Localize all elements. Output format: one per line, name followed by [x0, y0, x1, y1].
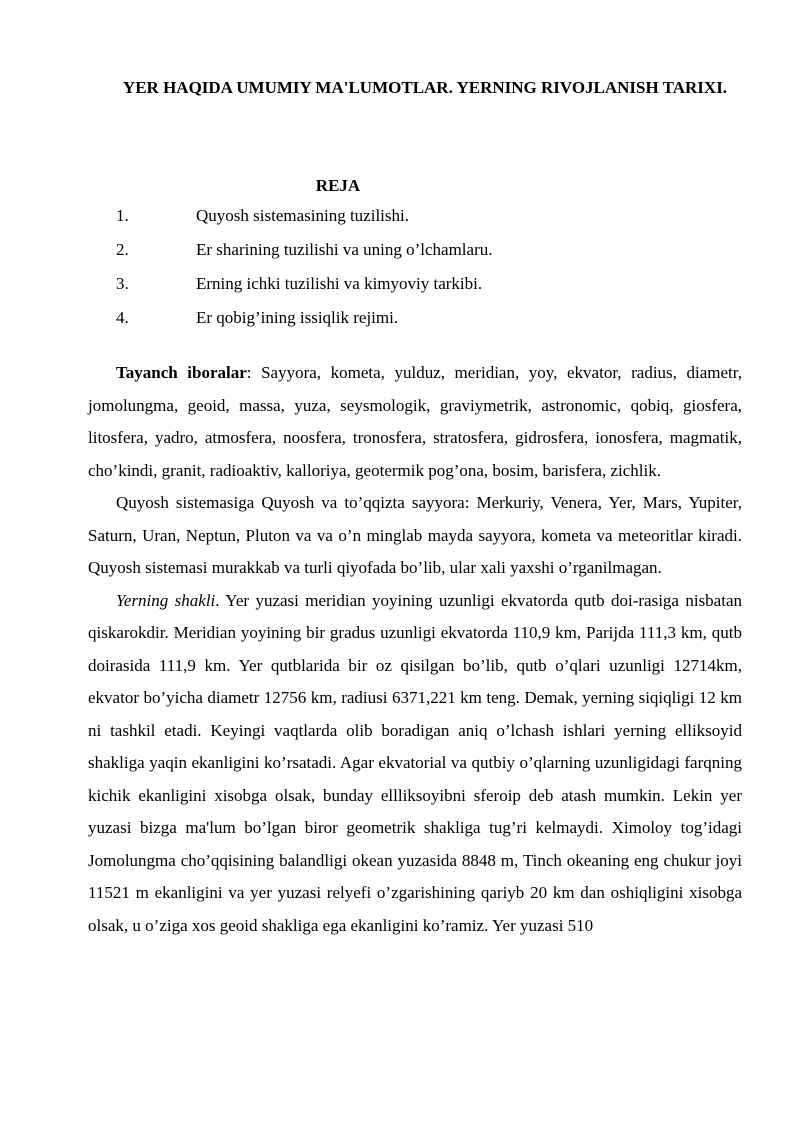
keywords-paragraph	[88, 357, 742, 487]
document-body	[88, 357, 742, 942]
plan-item	[116, 202, 493, 236]
plan-item-number: 1.	[116, 206, 129, 225]
plan-item	[116, 304, 493, 338]
plan-heading: REJA	[315, 176, 361, 195]
plan-item-text: Er qobig’ining issiqlik rejimi.	[196, 308, 399, 327]
plan-list	[116, 202, 493, 338]
solar-system-paragraph: Quyosh sistemasiga Quyosh va to’qqizta sayyora: Merkuriy, Venera, Yer, Mars, Yupiter, Saturn, Uran, Neptun, Pluton va va o’n minglab mayda sayyora, kometa va meteoritlar kiradi. Quyosh sistemasi murakkab va turli qiyofada bo’lib, ular xali yaxshi o’rganilmagan.	[88, 493, 742, 577]
keywords-separator: :	[246, 363, 262, 382]
plan-item-number: 2.	[116, 240, 129, 259]
earth-shape-paragraph	[88, 585, 742, 943]
plan-item	[116, 236, 493, 270]
keywords-label: Tayanch iboralar	[116, 363, 247, 382]
document-title: YER HAQIDA UMUMIY MA'LUMOTLAR. YERNING RIVOJLANISH TARIXI.	[122, 78, 728, 97]
keywords-text: Sayyora, kometa, yulduz, meridian, yoy, ekvator, radius, diametr, jomolungma, geoid, massa, yuza, seysmologik, graviymetrik, astronomic, qobiq, giosfera, litosfera, yadro, atmosfera, noosfera, tronosfera, stratosfera, gidrosfera, ionosfera, magmatik, cho’kindi, granit, radioaktiv, kalloriya, geotermik pog’ona, bosim, barisfera, zichlik.	[88, 363, 742, 480]
plan-item-number: 3.	[116, 274, 129, 293]
plan-item	[116, 270, 493, 304]
plan-item-text: Er sharining tuzilishi va uning o’lchamlaru.	[196, 240, 493, 259]
plan-item-number: 4.	[116, 308, 129, 327]
plan-item-text: Quyosh sistemasining tuzilishi.	[196, 206, 409, 225]
earth-shape-lead: Yerning shakli	[116, 590, 216, 610]
earth-shape-text: . Yer yuzasi meridian yoyining uzunligi ekvatorda qutb doi-rasiga nisbatan qiskarokdir. Meridian yoyining bir gradus uzunligi ekvatorda 110,9 km, Parijda 111,3 km, qutb doirasida 111,9 km. Yer qutblarida bir oz qisilgan bo’lib, qutb o’qlari uzunligi 12714km, ekvator bo’yicha diametr 12756 km, radiusi 6371,221 km teng. Demak, yerning siqiqligi 12 km ni tashkil etadi. Keyingi vaqtlarda olib boradigan aniq o’lchash ishlari yerning elliksoyid shakliga yaqin ekanligini ko’rsatadi. Agar ekvatorial va qutbiy o’qlarning uzunligidagi farqning kichik ekanligini xisobga olsak, bunday ellliksoyibni sferoip deb atash mumkin. Lekin yer yuzasi bizga ma'lum bo’lgan biror geometrik shakliga tug’ri kelmaydi. Ximoloy tog’idagi Jomolungma cho’qqisining balandligi okean yuzasida 8848 m, Tinch okeaning eng chukur joyi 11521 m ekanligini va yer yuzasi relyefi o’zgarishining qariyb 20 km dan oshiqligini xisobga olsak, u o’ziga xos geoid shakliga ega ekanligini ko’ramiz. Yer yuzasi 510	[88, 590, 742, 935]
plan-item-text: Erning ichki tuzilishi va kimyoviy tarkibi.	[196, 274, 483, 293]
